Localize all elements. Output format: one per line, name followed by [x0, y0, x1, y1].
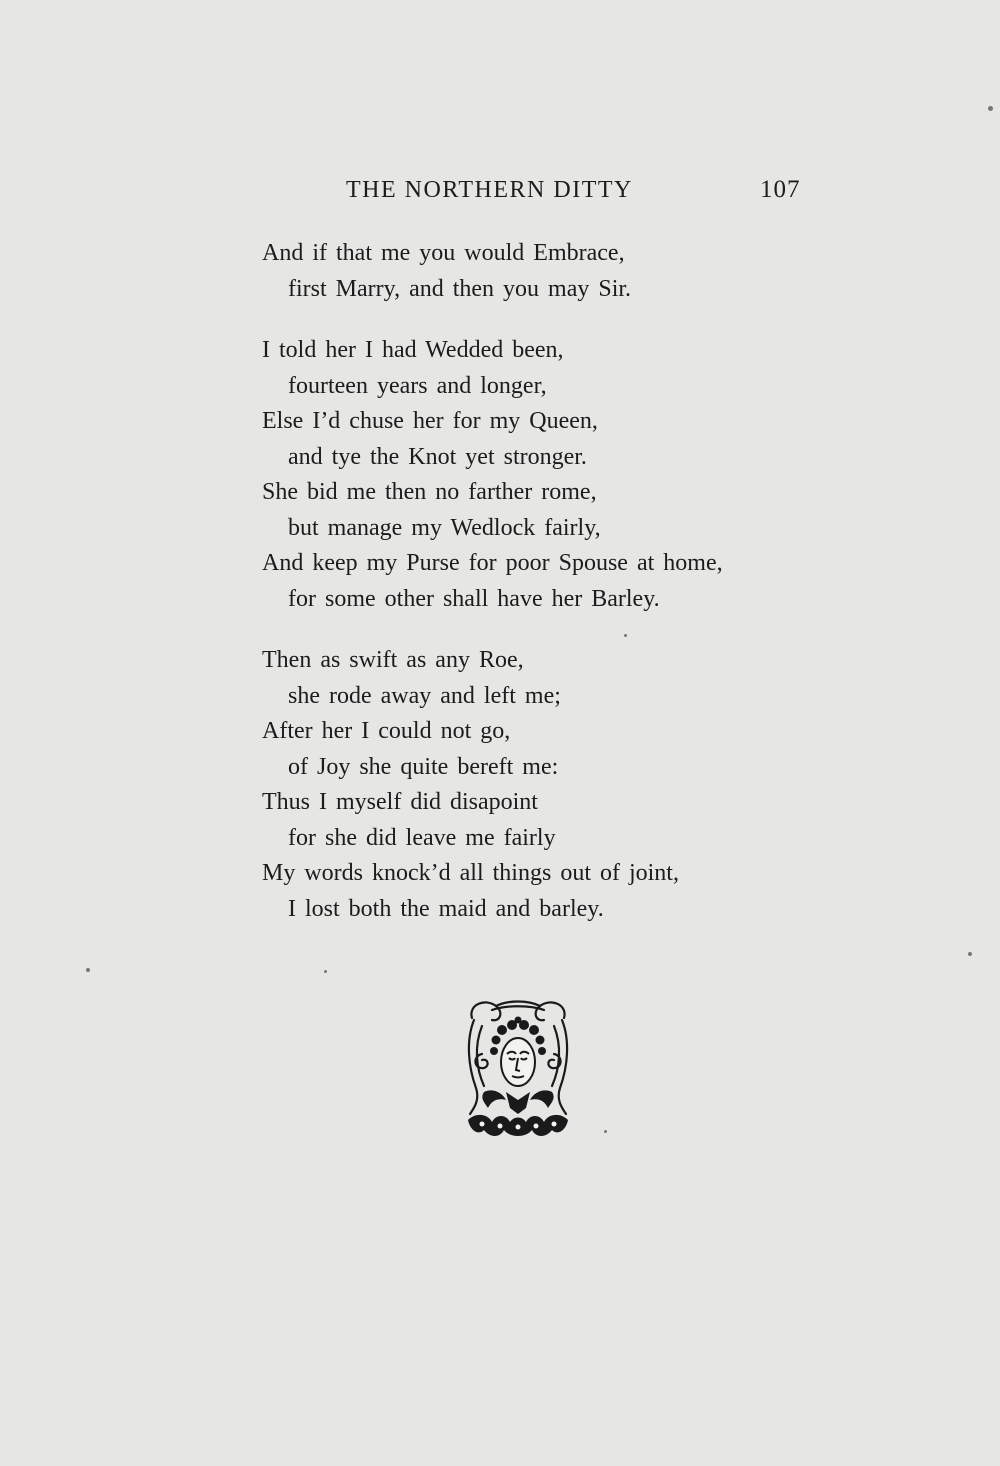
stanza [262, 333, 822, 617]
stanza [262, 643, 822, 927]
poem-line: for she did leave me fairly [288, 824, 556, 851]
poem-line: I lost both the maid and barley. [288, 895, 604, 922]
mask-tailpiece-icon [462, 996, 574, 1140]
poem-line: and tye the Knot yet stronger. [288, 443, 587, 470]
poem-line: but manage my Wedlock fairly, [288, 514, 601, 541]
poem-line: first Marry, and then you may Sir. [288, 275, 632, 302]
paper-speck [968, 952, 972, 956]
running-head [262, 172, 802, 212]
poem-line: Thus I myself did disapoint [262, 789, 538, 815]
paper-speck [624, 634, 627, 637]
paper-speck [324, 970, 327, 973]
paper-speck [604, 1130, 607, 1133]
poem-line: of Joy she quite bereft me: [288, 753, 559, 780]
poem-line: My words knock’d all things out of joint, [262, 860, 679, 886]
poem-line: I told her I had Wedded been, [262, 337, 564, 363]
poem-line: she rode away and left me; [288, 682, 561, 709]
poem-line: Then as swift as any Roe, [262, 647, 524, 673]
page-number: 107 [760, 176, 801, 203]
poem-line: Else I’d chuse her for my Queen, [262, 408, 598, 434]
poem-line: After her I could not go, [262, 718, 511, 744]
poem-line: And if that me you would Embrace, [262, 240, 625, 266]
paper-speck [988, 106, 993, 111]
paper-speck [86, 968, 90, 972]
poem-line: She bid me then no farther rome, [262, 479, 597, 505]
poem [262, 236, 822, 953]
running-title: THE NORTHERN DITTY [346, 177, 633, 203]
poem-line: And keep my Purse for poor Spouse at home, [262, 550, 723, 576]
poem-line: for some other shall have her Barley. [288, 585, 660, 612]
stanza [262, 236, 822, 307]
poem-line: fourteen years and longer, [288, 372, 547, 399]
